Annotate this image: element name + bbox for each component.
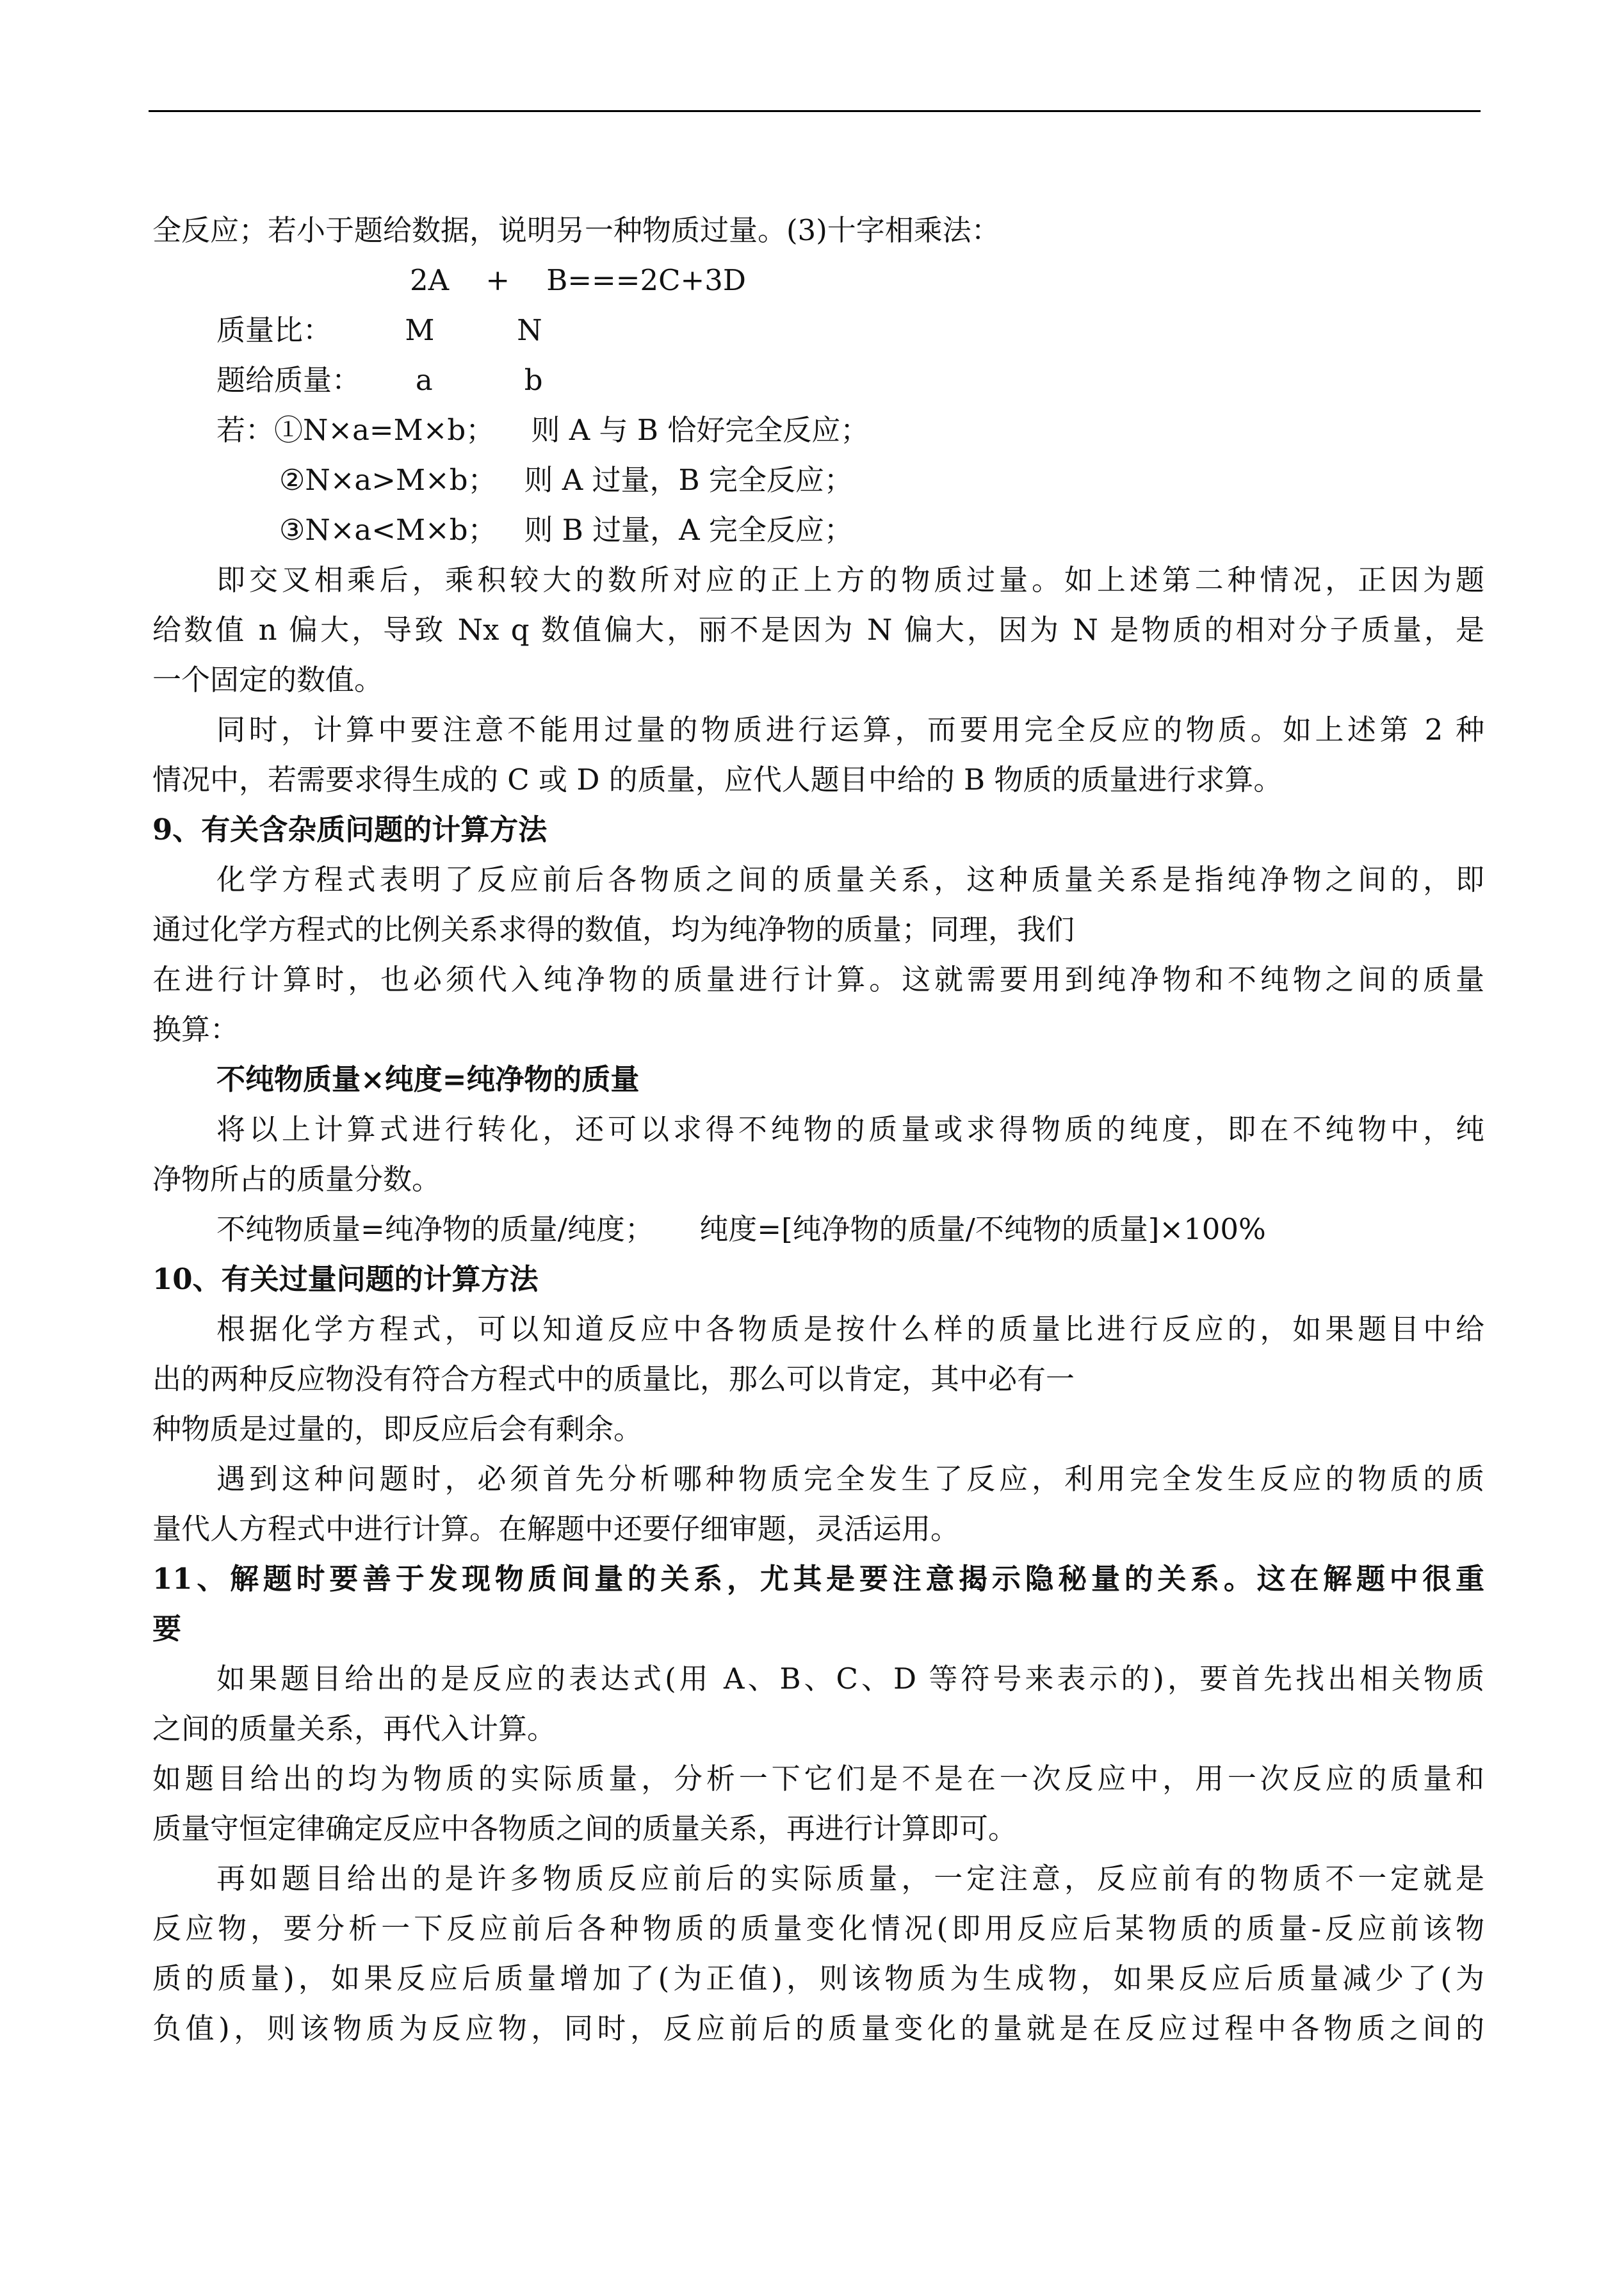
text-line: 质量比： M N bbox=[216, 313, 542, 347]
text-line: 根据化学方程式，可以知道反应中各物质是按什么样的质量比进行反应的，如果题目中给 bbox=[216, 1312, 1484, 1346]
text-line: 一个固定的数值。 bbox=[152, 663, 384, 697]
text-line: 情况中，若需要求得生成的 C 或 D 的质量，应代人题目中给的 B 物质的质量进行求算。 bbox=[152, 763, 1283, 797]
text-line: 量代人方程式中进行计算。在解题中还要仔细审题，灵活运用。 bbox=[152, 1512, 960, 1546]
text-line: 质的质量)，如果反应后质量增加了(为正值)，则该物质为生成物，如果反应后质量减少了(为 bbox=[152, 1961, 1484, 1995]
text-line: 化学方程式表明了反应前后各物质之间的质量关系，这种质量关系是指纯净物之间的，即 bbox=[216, 863, 1484, 896]
text-line: 如题目给出的均为物质的实际质量，分析一下它们是不是在一次反应中，用一次反应的质量和 bbox=[152, 1762, 1484, 1796]
text-line: 给数值 n 偏大，导致 Nx q 数值偏大，丽不是因为 N 偏大，因为 N 是物质的相对分子质量，是 bbox=[152, 613, 1484, 647]
text-line: 如果题目给出的是反应的表达式(用 A、B、C、D 等符号来表示的)，要首先找出相关物质 bbox=[216, 1662, 1484, 1696]
text-line: 净物所占的质量分数。 bbox=[152, 1162, 441, 1196]
text-line: ③N×a<M×b； 则 B 过量，A 完全反应； bbox=[279, 513, 853, 547]
text-line: 通过化学方程式的比例关系求得的数值，均为纯净物的质量；同理，我们 bbox=[152, 912, 1075, 946]
text-line: 再如题目给出的是许多物质反应前后的实际质量，一定注意，反应前有的物质不一定就是 bbox=[216, 1861, 1484, 1895]
formula-heading: 不纯物质量×纯度=纯净物的质量 bbox=[216, 1062, 640, 1096]
text-line: 将以上计算式进行转化，还可以求得不纯物的质量或求得物质的纯度，即在不纯物中，纯 bbox=[216, 1112, 1484, 1146]
formula-line: 不纯物质量=纯净物的质量/纯度； 纯度=[纯净物的质量/不纯物的质量]×100% bbox=[216, 1212, 1266, 1246]
text-line: 换算： bbox=[152, 1012, 240, 1046]
text-line: 全反应；若小于题给数据，说明另一种物质过量。(3)十字相乘法： bbox=[152, 213, 1000, 247]
text-line: 即交叉相乘后，乘积较大的数所对应的正上方的物质过量。如上述第二种情况，正因为题 bbox=[216, 563, 1484, 597]
text-line: 在进行计算时，也必须代入纯净物的质量进行计算。这就需要用到纯净物和不纯物之间的质量 bbox=[152, 962, 1484, 996]
text-line: ②N×a>M×b； 则 A 过量，B 完全反应； bbox=[279, 463, 853, 497]
text-line: 题给质量： a b bbox=[216, 363, 543, 397]
text-line: 之间的质量关系，再代入计算。 bbox=[152, 1712, 556, 1746]
text-line: 出的两种反应物没有符合方程式中的质量比，那么可以肯定，其中必有一 bbox=[152, 1362, 1075, 1396]
header-rule bbox=[149, 110, 1481, 112]
text-line: 质量守恒定律确定反应中各物质之间的质量关系，再进行计算即可。 bbox=[152, 1812, 1018, 1845]
text-line: 同时，计算中要注意不能用过量的物质进行运算，而要用完全反应的物质。如上述第 2 种 bbox=[216, 713, 1484, 747]
section-heading: 要 bbox=[152, 1612, 182, 1646]
section-heading: 9、有关含杂质问题的计算方法 bbox=[152, 813, 548, 847]
section-heading: 10、有关过量问题的计算方法 bbox=[152, 1262, 539, 1296]
section-heading: 11、解题时要善于发现物质间量的关系，尤其是要注意揭示隐秘量的关系。这在解题中很重 bbox=[152, 1562, 1484, 1596]
text-line: 负值)，则该物质为反应物，同时，反应前后的质量变化的量就是在反应过程中各物质之间的 bbox=[152, 2011, 1484, 2045]
text-line: 反应物，要分析一下反应前后各种物质的质量变化情况(即用反应后某物质的质量-反应前该物 bbox=[152, 1911, 1484, 1945]
text-line: 种物质是过量的，即反应后会有剩余。 bbox=[152, 1412, 643, 1446]
equation-line: 2A + B===2C+3D bbox=[410, 263, 746, 297]
text-line: 若：①N×a=M×b； 则 A 与 B 恰好完全反应； bbox=[216, 413, 870, 447]
text-line: 遇到这种问题时，必须首先分析哪种物质完全发生了反应，利用完全发生反应的物质的质 bbox=[216, 1462, 1484, 1496]
